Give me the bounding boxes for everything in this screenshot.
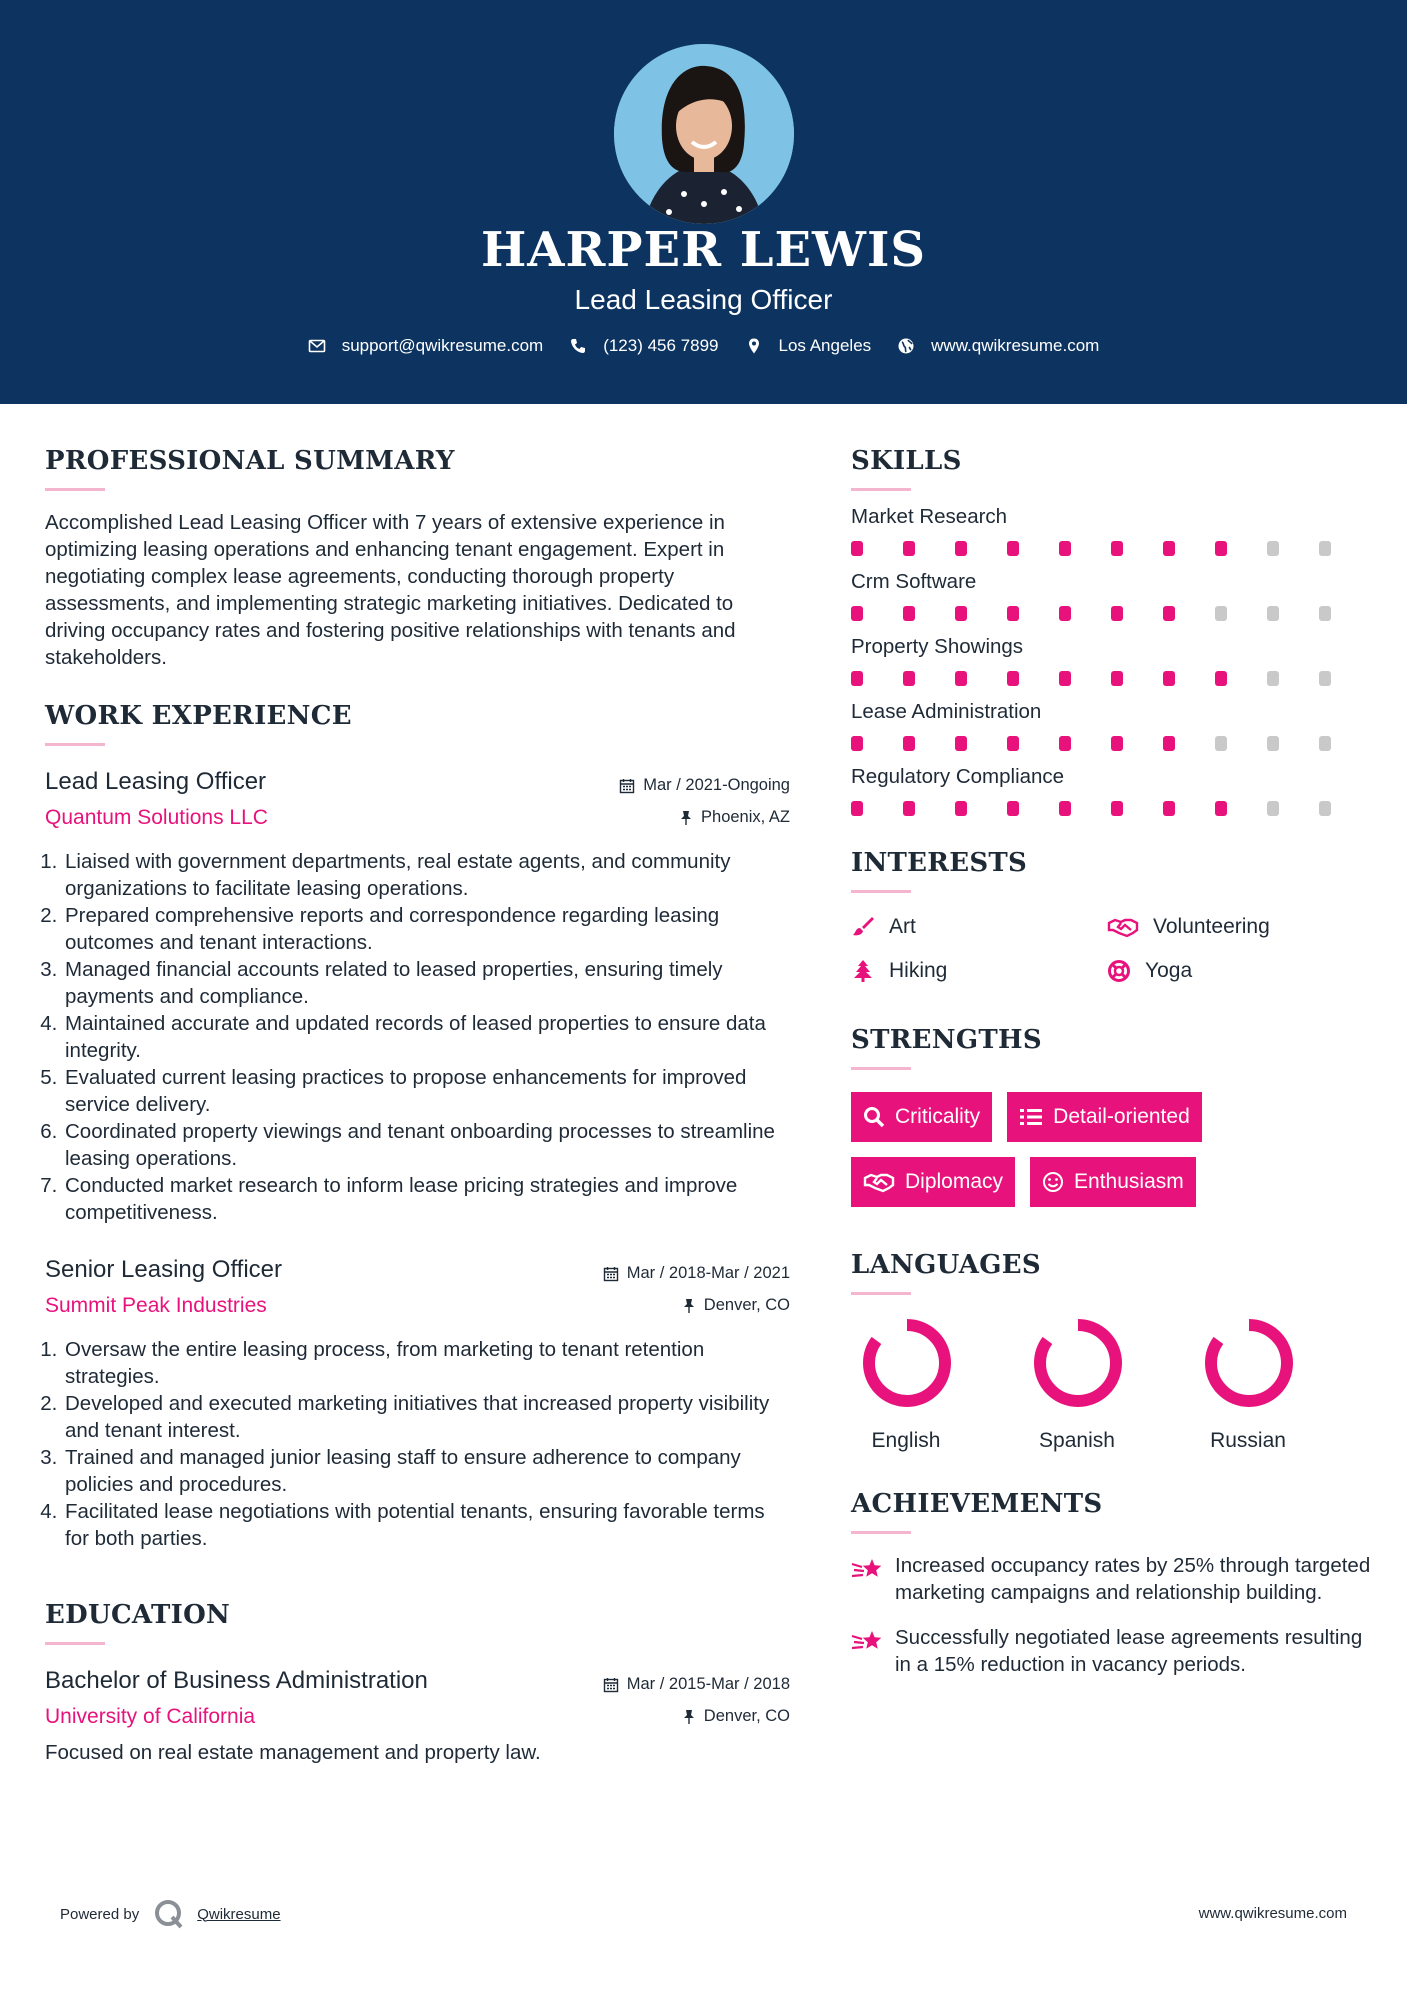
- rating-dot-filled: [1215, 801, 1227, 816]
- section-divider: [851, 1292, 911, 1295]
- strength-chip: [851, 1092, 992, 1142]
- summary-section: [45, 446, 790, 671]
- job-entry: [45, 1256, 790, 1552]
- rating-dot-empty: [1267, 606, 1279, 621]
- rating-dot-filled: [903, 541, 915, 556]
- language-name: English: [871, 1429, 941, 1452]
- skill-rating: [851, 606, 1371, 621]
- language-level-ring: [1032, 1317, 1124, 1409]
- education-section: [45, 1600, 790, 1766]
- interests-list: [851, 915, 1371, 983]
- interest-label: Art: [889, 915, 916, 938]
- shooting-star-icon: [851, 1628, 883, 1654]
- strength-chip: [1030, 1157, 1196, 1207]
- list-item: 2. Developed and executed marketing initiatives that increased property visibility and tenant interest.: [63, 1390, 790, 1444]
- rating-dot-empty: [1267, 671, 1279, 686]
- strengths-title: STRENGTHS: [851, 1025, 1042, 1055]
- language-item: [1022, 1317, 1193, 1453]
- smile-icon: [1042, 1171, 1064, 1193]
- achievement-text: Increased occupancy rates by 25% through targeted marketing campaigns and relationship building.: [895, 1554, 1371, 1604]
- pushpin-icon: [682, 1709, 696, 1725]
- rating-dot-filled: [1007, 671, 1019, 686]
- section-divider: [851, 890, 911, 893]
- calendar-icon: [619, 778, 635, 794]
- achievements-title: ACHIEVEMENTS: [851, 1489, 1103, 1519]
- shooting-star-icon: [851, 1556, 883, 1582]
- paintbrush-icon: [851, 915, 875, 939]
- job-date-text: Mar / 2021-Ongoing: [643, 776, 790, 794]
- right-column: [851, 446, 1371, 1678]
- rating-dot-filled: [1111, 671, 1123, 686]
- skill-item: [851, 505, 1371, 556]
- skill-item: [851, 700, 1371, 751]
- job-bullets: [45, 848, 790, 1226]
- list-item: 2. Prepared comprehensive reports and correspondence regarding leasing outcomes and tenant interactions.: [63, 902, 790, 956]
- section-divider: [851, 488, 911, 491]
- section-divider: [851, 1067, 911, 1070]
- rating-dot-filled: [955, 541, 967, 556]
- job-date: [619, 776, 790, 795]
- list-item: 3. Trained and managed junior leasing staff to ensure adherence to company policies and procedures.: [63, 1444, 790, 1498]
- rating-dot-filled: [1163, 541, 1175, 556]
- brand-link[interactable]: Qwikresume: [197, 1905, 281, 1923]
- candidate-name: HARPER LEWIS: [480, 222, 927, 278]
- job-location-text: Denver, CO: [703, 1296, 790, 1314]
- footer-website[interactable]: www.qwikresume.com: [1198, 1905, 1347, 1922]
- language-level-ring: [1203, 1317, 1295, 1409]
- rating-dot-filled: [1163, 801, 1175, 816]
- interests-title: INTERESTS: [851, 848, 1028, 878]
- contact-phone[interactable]: [569, 336, 718, 356]
- strength-label: Criticality: [895, 1105, 981, 1128]
- list-item: 3. Managed financial accounts related to leased properties, ensuring timely payments and compliance.: [63, 956, 790, 1010]
- rating-dot-empty: [1215, 736, 1227, 751]
- skill-item: [851, 570, 1371, 621]
- skill-rating: [851, 736, 1371, 751]
- strength-chip: [851, 1157, 1015, 1207]
- list-item: 7. Conducted market research to inform lease pricing strategies and improve competitiveness.: [63, 1172, 790, 1226]
- envelope-icon: [308, 337, 326, 355]
- contact-location: [745, 336, 872, 356]
- education-title: EDUCATION: [45, 1600, 231, 1630]
- list-item: 1. Liaised with government departments, real estate agents, and community organizations to facilitate leasing operations.: [63, 848, 790, 902]
- rating-dot-filled: [1215, 671, 1227, 686]
- list-item: 5. Evaluated current leasing practices to propose enhancements for improved service delivery.: [63, 1064, 790, 1118]
- job-bullets: [45, 1336, 790, 1552]
- experience-section: [45, 701, 790, 1552]
- rating-dot-filled: [1111, 606, 1123, 621]
- rating-dot-empty: [1319, 801, 1331, 816]
- job-date: [603, 1264, 790, 1283]
- phone-text: (123) 456 7899: [603, 336, 719, 355]
- job-location: [682, 1296, 790, 1315]
- handshake-icon: [863, 1170, 895, 1194]
- section-divider: [45, 1642, 105, 1645]
- degree-title: Bachelor of Business Administration: [45, 1667, 428, 1694]
- education-location: [682, 1707, 790, 1726]
- strengths-list: [851, 1092, 1371, 1222]
- language-level-arc: [1211, 1325, 1287, 1401]
- interest-item: [1107, 959, 1347, 983]
- handshake-icon: [1107, 915, 1139, 939]
- skills-list: [851, 505, 1371, 816]
- powered-by-label: Powered by: [60, 1905, 140, 1923]
- rating-dot-filled: [1007, 736, 1019, 751]
- rating-dot-filled: [1111, 736, 1123, 751]
- interest-item: [851, 915, 1107, 939]
- education-location-text: Denver, CO: [703, 1707, 790, 1725]
- strength-label: Enthusiasm: [1074, 1170, 1184, 1193]
- achievement-item: [851, 1552, 1371, 1606]
- rating-dot-filled: [1111, 541, 1123, 556]
- pushpin-icon: [682, 1298, 696, 1314]
- interest-label: Volunteering: [1153, 915, 1270, 938]
- rating-dot-filled: [955, 671, 967, 686]
- resume-header: [0, 0, 1407, 404]
- languages-list: [851, 1317, 1371, 1453]
- calendar-icon: [603, 1266, 619, 1282]
- rating-dot-filled: [955, 606, 967, 621]
- rating-dot-filled: [1007, 541, 1019, 556]
- list-item: 1. Oversaw the entire leasing process, from marketing to tenant retention strategies.: [63, 1336, 790, 1390]
- rating-dot-filled: [903, 671, 915, 686]
- skill-item: [851, 635, 1371, 686]
- experience-title: WORK EXPERIENCE: [45, 701, 352, 731]
- list-item: 4. Facilitated lease negotiations with potential tenants, ensuring favorable terms for both parties.: [63, 1498, 790, 1552]
- phone-icon: [569, 337, 587, 355]
- education-date: [603, 1675, 790, 1694]
- pushpin-icon: [679, 810, 693, 826]
- skill-label: Property Showings: [851, 635, 1024, 658]
- website-text: www.qwikresume.com: [931, 336, 1100, 355]
- skill-rating: [851, 671, 1371, 686]
- interests-section: [851, 848, 1371, 983]
- profile-photo: [614, 44, 794, 224]
- strength-label: Detail-oriented: [1053, 1105, 1190, 1128]
- skills-section: [851, 446, 1371, 816]
- location-text: Los Angeles: [778, 336, 872, 355]
- rating-dot-filled: [851, 671, 863, 686]
- rating-dot-filled: [903, 606, 915, 621]
- rating-dot-filled: [903, 736, 915, 751]
- globe-icon: [897, 337, 915, 355]
- rating-dot-filled: [1059, 541, 1071, 556]
- rating-dot-filled: [955, 801, 967, 816]
- rating-dot-filled: [1111, 801, 1123, 816]
- section-divider: [851, 1531, 911, 1534]
- rating-dot-filled: [1059, 671, 1071, 686]
- email-text: support@qwikresume.com: [341, 336, 544, 355]
- skill-label: Regulatory Compliance: [851, 765, 1065, 788]
- list-icon: [1019, 1107, 1043, 1127]
- language-item: [851, 1317, 1022, 1453]
- rating-dot-empty: [1267, 801, 1279, 816]
- summary-title: PROFESSIONAL SUMMARY: [45, 446, 455, 476]
- rating-dot-filled: [955, 736, 967, 751]
- languages-title: LANGUAGES: [851, 1250, 1041, 1280]
- language-level-ring: [861, 1317, 953, 1409]
- candidate-role: Lead Leasing Officer: [574, 284, 833, 315]
- rating-dot-filled: [851, 606, 863, 621]
- lifering-icon: [1107, 959, 1131, 983]
- left-column: [45, 446, 790, 1766]
- rating-dot-empty: [1267, 736, 1279, 751]
- contact-email[interactable]: [308, 336, 544, 356]
- rating-dot-filled: [851, 801, 863, 816]
- language-item: [1193, 1317, 1364, 1453]
- list-item: 6. Coordinated property viewings and tenant onboarding processes to streamline leasing operations.: [63, 1118, 790, 1172]
- education-date-text: Mar / 2015-Mar / 2018: [626, 1675, 790, 1693]
- strength-label: Diplomacy: [905, 1170, 1004, 1193]
- interest-item: [1107, 915, 1347, 939]
- interest-item: [851, 959, 1107, 983]
- contact-website[interactable]: [897, 336, 1099, 356]
- job-title: Senior Leasing Officer: [45, 1256, 283, 1283]
- education-entry: [45, 1667, 790, 1766]
- rating-dot-filled: [1215, 541, 1227, 556]
- section-divider: [45, 743, 105, 746]
- section-divider: [45, 488, 105, 491]
- map-pin-icon: [745, 337, 763, 355]
- tree-icon: [851, 959, 875, 983]
- rating-dot-empty: [1319, 541, 1331, 556]
- school-name: University of California: [45, 1705, 256, 1728]
- company-name: Quantum Solutions LLC: [45, 806, 268, 829]
- job-entry: [45, 768, 790, 1226]
- language-level-arc: [869, 1325, 945, 1401]
- job-title: Lead Leasing Officer: [45, 768, 267, 795]
- interest-label: Yoga: [1145, 959, 1193, 982]
- search-icon: [863, 1106, 885, 1128]
- skill-label: Lease Administration: [851, 700, 1042, 723]
- rating-dot-empty: [1319, 671, 1331, 686]
- rating-dot-filled: [903, 801, 915, 816]
- contact-bar: [0, 336, 1407, 356]
- rating-dot-filled: [1059, 801, 1071, 816]
- company-name: Summit Peak Industries: [45, 1294, 267, 1317]
- rating-dot-filled: [1059, 606, 1071, 621]
- rating-dot-empty: [1319, 606, 1331, 621]
- rating-dot-empty: [1267, 541, 1279, 556]
- language-level-arc: [1040, 1325, 1116, 1401]
- achievements-section: [851, 1489, 1371, 1678]
- job-location: [679, 808, 790, 827]
- skill-item: [851, 765, 1371, 816]
- rating-dot-filled: [1163, 606, 1175, 621]
- skill-rating: [851, 541, 1371, 556]
- interest-label: Hiking: [889, 959, 948, 982]
- rating-dot-filled: [1007, 606, 1019, 621]
- job-location-text: Phoenix, AZ: [701, 808, 790, 826]
- rating-dot-filled: [1007, 801, 1019, 816]
- skill-label: Market Research: [851, 505, 1008, 528]
- education-note: Focused on real estate management and property law.: [45, 1741, 541, 1764]
- rating-dot-empty: [1215, 606, 1227, 621]
- rating-dot-empty: [1319, 736, 1331, 751]
- rating-dot-filled: [1059, 736, 1071, 751]
- footer-powered-by: [60, 1898, 281, 1930]
- languages-section: [851, 1250, 1371, 1453]
- language-name: Spanish: [1039, 1429, 1115, 1452]
- qwikresume-logo-icon: [153, 1898, 185, 1930]
- summary-text: Accomplished Lead Leasing Officer with 7 years of extensive experience in optimizing leasing operations and enhancing tenant engagement. Expert in negotiating complex lease agreements, conducting thorough property assessments, and implementing strategic marketing initiatives. Dedicated to driving occupancy rates and fostering positive relationships with tenants and stakeholders.: [45, 511, 736, 669]
- rating-dot-filled: [1163, 736, 1175, 751]
- calendar-icon: [603, 1677, 619, 1693]
- strength-chip: [1007, 1092, 1202, 1142]
- list-item: 4. Maintained accurate and updated records of leased properties to ensure data integrity.: [63, 1010, 790, 1064]
- language-name: Russian: [1210, 1429, 1286, 1452]
- achievement-text: Successfully negotiated lease agreements resulting in a 15% reduction in vacancy periods.: [895, 1626, 1363, 1676]
- achievement-item: [851, 1624, 1371, 1678]
- rating-dot-filled: [1163, 671, 1175, 686]
- skill-label: Crm Software: [851, 570, 977, 593]
- strengths-section: [851, 1025, 1371, 1222]
- rating-dot-filled: [851, 541, 863, 556]
- job-date-text: Mar / 2018-Mar / 2021: [626, 1264, 790, 1282]
- skills-title: SKILLS: [851, 446, 962, 476]
- rating-dot-filled: [851, 736, 863, 751]
- skill-rating: [851, 801, 1371, 816]
